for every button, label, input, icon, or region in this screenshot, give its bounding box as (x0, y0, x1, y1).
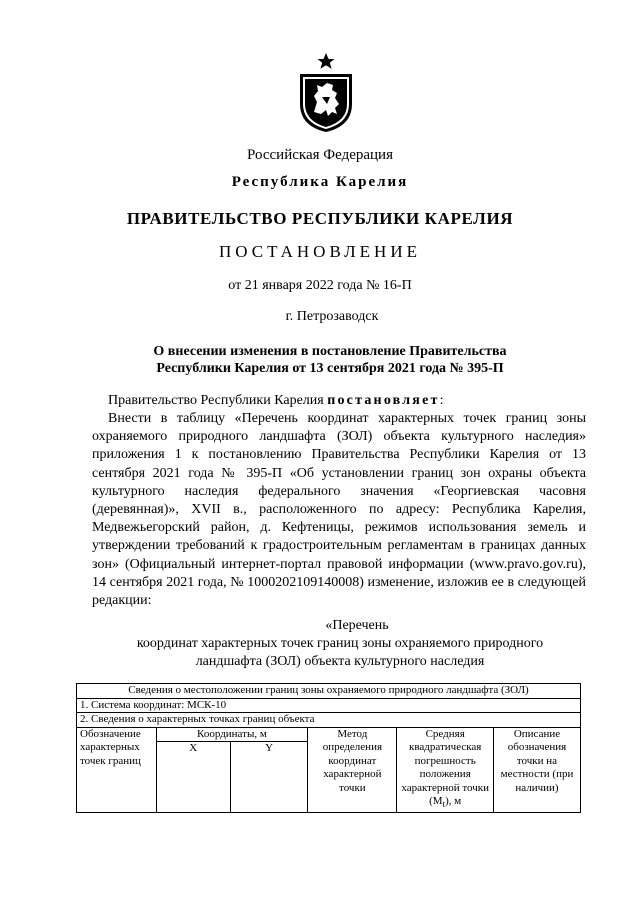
document-type: ПОСТАНОВЛЕНИЕ (218, 242, 421, 261)
table-row (77, 684, 581, 699)
table-header-row (77, 727, 581, 742)
subject-line-1: О внесении изменения в постановление Правительства (153, 344, 507, 359)
table-row (77, 698, 581, 713)
table-title-line-1: «Перечень (325, 618, 389, 633)
table-title (80, 617, 600, 671)
karelia-coat-of-arms-icon (297, 52, 355, 134)
method-header: Метод определения координат характерной точки (308, 727, 397, 813)
error-header-text: Средняя квадратическая погрешность положения характерной точки (M (401, 727, 490, 807)
error-header-subscript: t (442, 799, 446, 810)
x-header: X (156, 742, 230, 813)
table-title-line-2: координат характерных точек границ зоны охраняемого природного (136, 636, 544, 651)
table-row (77, 713, 581, 728)
decree-intro (92, 392, 586, 410)
decree-intro-prefix: Правительство Республики Карелия (108, 393, 328, 408)
country-name: Российская Федерация (247, 147, 393, 163)
designation-header: Обозначение характерных точек границ (77, 727, 157, 813)
government-name: ПРАВИТЕЛЬСТВО РЕСПУБЛИКИ КАРЕЛИЯ (126, 209, 514, 228)
points-info-cell: 2. Сведения о характерных точках границ объекта (77, 713, 581, 728)
document-city: г. Петрозаводск (285, 309, 379, 324)
y-header: Y (230, 742, 307, 813)
republic-name: Республика Карелия (231, 174, 409, 190)
coordinate-system-cell: 1. Система координат: МСК-10 (77, 698, 581, 713)
decree-paragraph: Внести в таблицу «Перечень координат характерных точек границ зоны охраняемого природного ландшафта (ЗОЛ) объекта культурного наследия» приложения 1 к постановлению Правительства Республики Карелия от 13 сентября 2021 года № 395-П «Об установлении границ зон охраны объекта культурного наследия федерального значения «Георгиевская часовня (деревянная)», XVII в., расположенного по адресу: Республика Карелия, Медвежьегорский район, д. Кефтеницы, режимов использования земель и утверждении требований к градостроительным регламентам в границах данных зон» (Официальный интернет-портал правовой информации (www.pravo.gov.ru), 14 сентября 2021 года, № 1000202109140008) изменение, изложив ее в следующей редакции: (92, 411, 586, 609)
subject-line-2: Республики Карелия от 13 сентября 2021 года № 395-П (156, 361, 504, 376)
table-caption-cell: Сведения о местоположении границ зоны охраняемого природного ландшафта (ЗОЛ) (77, 684, 581, 699)
document-subject (60, 343, 600, 377)
coordinates-table (76, 683, 581, 813)
error-header-unit: ), м (445, 795, 462, 807)
coordinates-header: Координаты, м (156, 727, 308, 742)
error-header (397, 727, 494, 813)
decree-intro-suffix: : (439, 393, 444, 408)
table-title-line-3: ландшафта (ЗОЛ) объекта культурного наследия (195, 654, 485, 669)
document-date: от 21 января 2022 года № 16-П (228, 278, 412, 293)
description-header: Описание обозначения точки на местности (при наличии) (493, 727, 580, 813)
decree-keyword: постановляет (327, 393, 440, 408)
